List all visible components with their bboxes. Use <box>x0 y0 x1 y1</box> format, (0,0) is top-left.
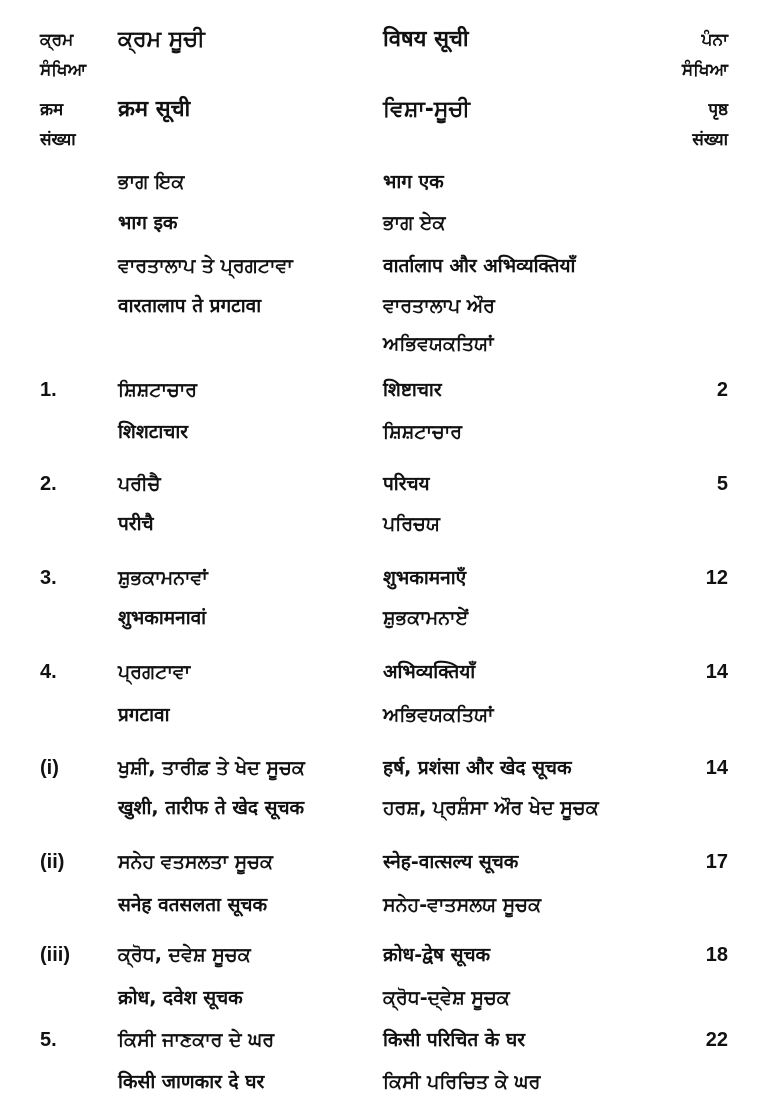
entry-page-number: 14 <box>705 757 728 779</box>
entry-title: ਕ੍ਰੋਧ-ਦ੍ਵੇਸ਼ ਸੂਚਕ <box>383 987 510 1009</box>
entry-title: शुभकामनावां <box>118 607 207 629</box>
entry-title: ਕ੍ਰੋਧ, ਦਵੇਸ਼ ਸੂਚਕ <box>118 944 251 966</box>
entry-number: 1. <box>40 379 57 401</box>
part-title: भाग एक <box>383 171 444 193</box>
entry-page-number: 14 <box>705 661 728 683</box>
entry-title: ਪ੍ਰਗਟਾਵਾ <box>118 661 191 683</box>
entry-number: (iii) <box>40 944 70 966</box>
entry-title: ਪਰੀਚੈ <box>118 473 161 495</box>
entry-title: शिशटाचार <box>118 421 189 443</box>
serial-number-heading: ਸੰਖਿਆ <box>40 60 87 80</box>
entry-number: (ii) <box>40 851 65 873</box>
entry-title: परीचै <box>118 513 154 535</box>
entry-page-number: 17 <box>705 851 728 873</box>
entry-number: 3. <box>40 567 57 589</box>
serial-number-heading: क्रम <box>40 100 64 120</box>
entry-title: किसी जाणकार दे घर <box>118 1071 265 1093</box>
page-number-heading: ਪੰਨਾ <box>701 30 728 50</box>
entry-title: क्रोध-द्वेष सूचक <box>383 944 491 966</box>
entry-title: ਕਿਸੀ ਪਰਿਚਿਤ ਕੇ ਘਰ <box>383 1071 541 1093</box>
entry-title: ਪਰਿਚਯ <box>383 513 440 535</box>
serial-number-heading: ਕ੍ਰਮ <box>40 30 74 50</box>
entry-number: 5. <box>40 1029 57 1051</box>
entry-number: (i) <box>40 757 59 779</box>
page-number-heading: संख्या <box>692 130 728 150</box>
subject-heading: विषय सूची <box>383 27 469 52</box>
entry-title: प्रगटावा <box>118 704 170 726</box>
entry-page-number: 12 <box>705 567 728 589</box>
entry-title: क्रोध, दवेश सूचक <box>118 987 243 1009</box>
entry-number: 4. <box>40 661 57 683</box>
entry-title: शिष्टाचार <box>383 379 442 401</box>
entry-title: किसी परिचित के घर <box>383 1029 526 1051</box>
part-title: भाग इक <box>118 212 178 234</box>
list-heading: क्रम सूची <box>118 97 191 122</box>
subject-heading: ਵਿਸ਼ਾ-ਸੂਚੀ <box>383 97 471 122</box>
page-number-heading: पृष्ठ <box>708 100 728 120</box>
part-title: ਵਾਰਤਾਲਾਪ ਤੇ ਪ੍ਰਗਟਾਵਾ <box>118 255 293 277</box>
serial-number-heading: संख्या <box>40 130 76 150</box>
entry-title: ਅਭਿਵਯਕਤਿਯਾਂ <box>383 704 494 726</box>
entry-title: ਸਨੇਹ ਵਤਸਲਤਾ ਸੂਚਕ <box>118 851 273 873</box>
entry-title: ਸ਼ਿਸ਼ਟਾਚਾਰ <box>383 421 463 443</box>
part-title: ਭਾਗ ਏਕ <box>383 212 446 234</box>
part-title: वारतालाप ते प्रगटावा <box>118 295 262 317</box>
entry-title: हर्ष, प्रशंसा और खेद सूचक <box>383 757 572 779</box>
entry-page-number: 22 <box>705 1029 728 1051</box>
entry-title: ਕਿਸੀ ਜਾਣਕਾਰ ਦੇ ਘਰ <box>118 1029 275 1051</box>
entry-title: खुशी, तारीफ ते खेद सूचक <box>118 797 305 819</box>
entry-title: शुभकामनाएँ <box>383 567 467 589</box>
entry-title: स्नेह-वात्सल्य सूचक <box>383 851 519 873</box>
entry-title: सनेह वतसलता सूचक <box>118 894 268 916</box>
entry-page-number: 5 <box>716 473 728 495</box>
part-title: ਅਭਿਵਯਕਤਿਯਾਂ <box>383 333 494 355</box>
entry-title: ਖੁਸ਼ੀ, ਤਾਰੀਫ਼ ਤੇ ਖੇਦ ਸੂਚਕ <box>118 757 305 779</box>
part-title: ਵਾਰਤਾਲਾਪ ਔਰ <box>383 295 495 317</box>
list-heading: ਕ੍ਰਮ ਸੂਚੀ <box>118 27 205 52</box>
part-title: वार्तालाप और अभिव्यक्तियाँ <box>383 255 576 277</box>
entry-title: ਸ਼ਿਸ਼ਟਾਚਾਰ <box>118 379 198 401</box>
entry-title: ਸਨੇਹ-ਵਾਤਸਲਯ ਸੂਚਕ <box>383 894 542 916</box>
part-title: ਭਾਗ ਇਕ <box>118 171 185 193</box>
entry-title: ਹਰਸ਼, ਪ੍ਰਸ਼ੰਸਾ ਔਰ ਖੇਦ ਸੂਚਕ <box>383 797 599 819</box>
entry-number: 2. <box>40 473 57 495</box>
entry-page-number: 2 <box>716 379 728 401</box>
entry-page-number: 18 <box>705 944 728 966</box>
page-number-heading: ਸੰਖਿਆ <box>681 60 728 80</box>
entry-title: परिचय <box>383 473 430 495</box>
entry-title: ਸ਼ੁਭਕਾਮਨਾਵਾਂ <box>118 567 208 589</box>
entry-title: ਸ਼ੁਭਕਾਮਨਾਏਂ <box>383 607 469 629</box>
entry-title: अभिव्यक्तियाँ <box>383 661 476 683</box>
